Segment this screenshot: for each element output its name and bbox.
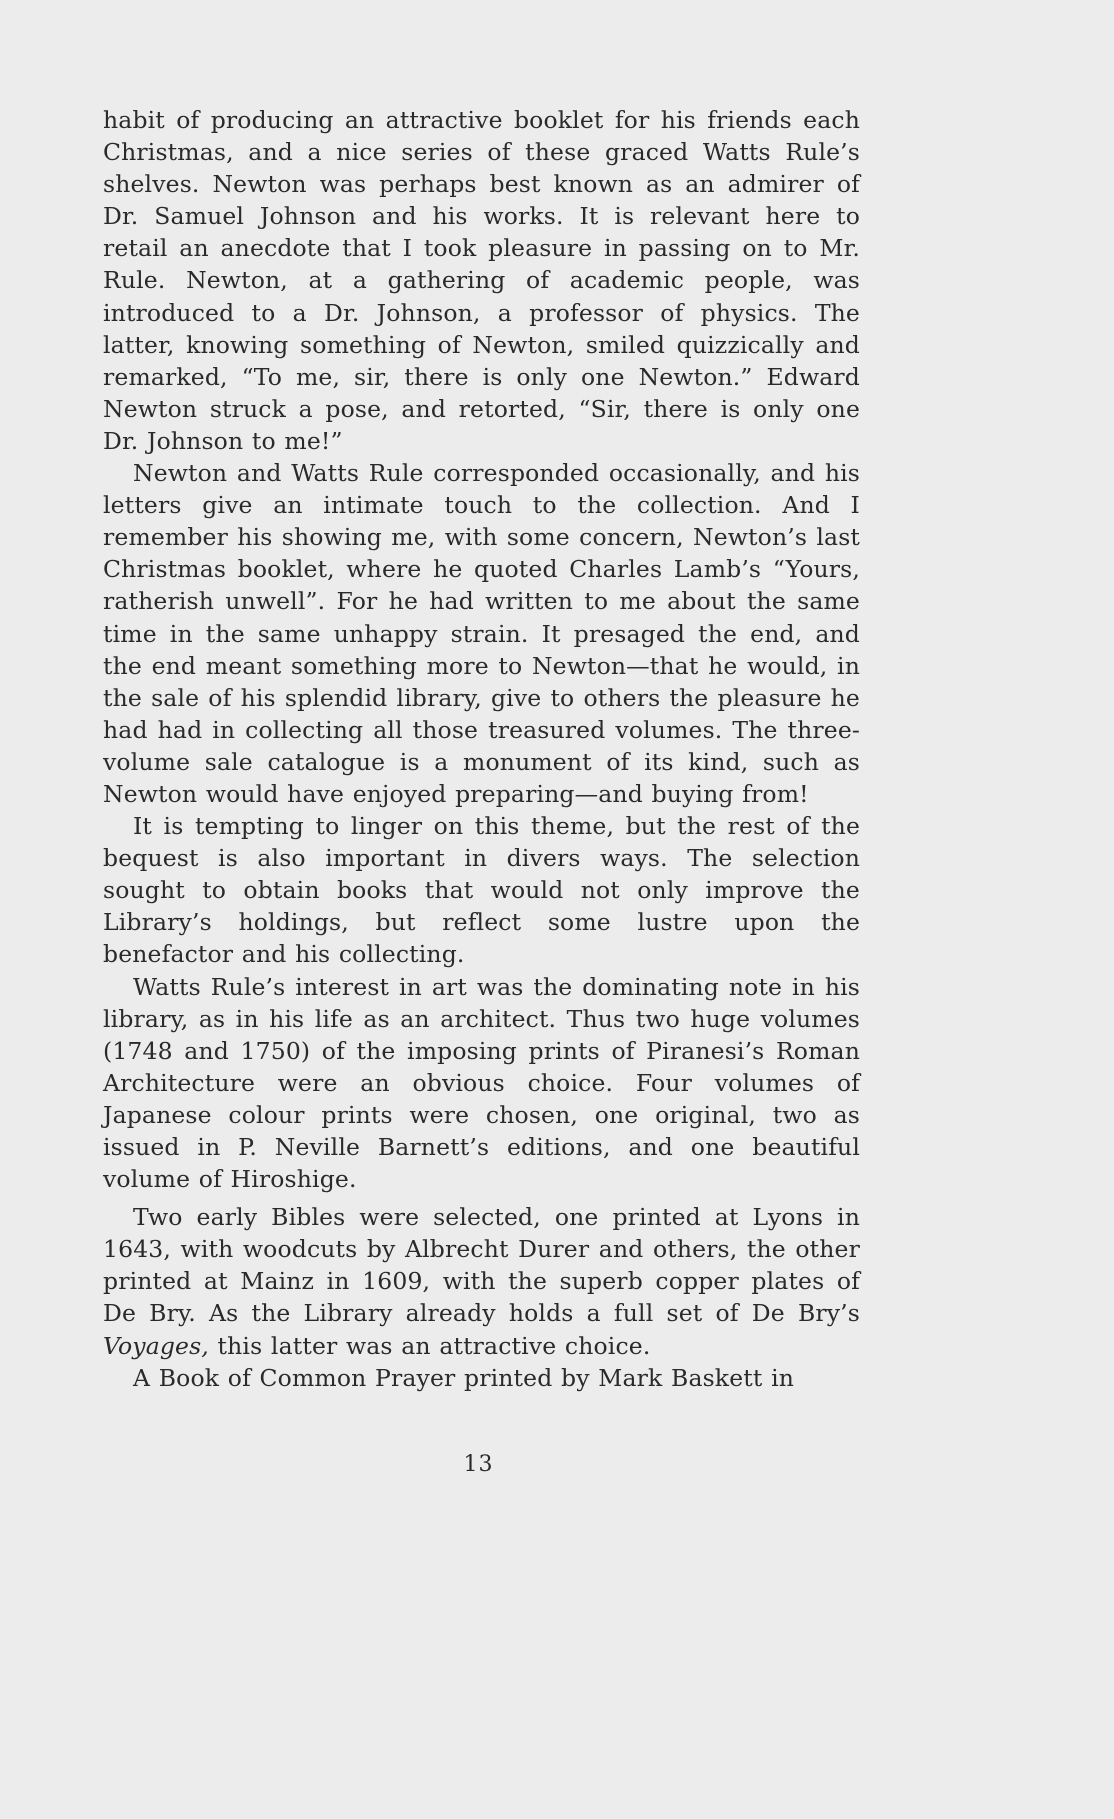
bibles-text-start: Two early Bibles were selected, one printed at Lyons in 1643, with woodcuts by Albrecht Durer and others, the other printed at Mainz in 1609, with the superb copper plates of De Bry. As the Library already holds a full set of De Bry’s xyxy=(103,1203,860,1328)
paragraph-early-bibles xyxy=(103,1201,860,1361)
body-text xyxy=(103,104,860,1394)
bibles-text-end: this latter was an attractive choice. xyxy=(208,1331,651,1360)
paragraph-newton-booklet: habit of producing an attractive booklet for his friends each Christmas, and a nice series of these graced Watts Rule’s shelves. Newton was perhaps best known as an admirer of Dr. Samuel Johnson and his works. It is relevant here to retail an anecdote that I took pleasure in passing on to Mr. Rule. Newton, at a gathering of academic people, was introduced to a Dr. Johnson, a professor of physics. The latter, knowing something of Newton, smiled quizzically and remarked, “To me, sir, there is only one Newton.” Edward Newton struck a pose, and retorted, “Sir, there is only one Dr. Johnson to me!” xyxy=(103,106,860,455)
page-number: 13 xyxy=(463,1452,494,1477)
paragraph-art-interest: Watts Rule’s interest in art was the dominating note in his library, as in his life as an architect. Thus two huge volumes (1748 and 1750) of the imposing prints of Piranesi’s Roman Architecture were an obvious choice. Four volumes of Japanese colour prints were chosen, one original, two as issued in P. Neville Barnett’s editions, and one beautiful volume of Hiroshige. xyxy=(103,972,860,1194)
paragraph-bequest: It is tempting to linger on this theme, but the rest of the bequest is also important in divers ways. The selection sought to obtain books that would not only improve the Library’s holdings, but reflect some lustre upon the benefactor and his collecting. xyxy=(103,812,860,969)
paragraph-common-prayer: A Book of Common Prayer printed by Mark Baskett in xyxy=(133,1363,795,1392)
voyages-title: Voyages, xyxy=(103,1331,209,1360)
paragraph-correspondence: Newton and Watts Rule corresponded occasionally, and his letters give an intimate touch to the collection. And I remember his showing me, with some concern, Newton’s last Christmas booklet, where he quoted Charles Lamb’s “Yours, ratherish unwell”. For he had written to me about the same time in the same unhappy strain. It presaged the end, and the end meant something more to Newton—that he would, in the sale of his splendid library, give to others the pleasure he had had in collecting all those treasured volumes. The three-volume sale catalogue is a monument of its kind, such as Newton would have enjoyed preparing—and buying from! xyxy=(103,459,860,808)
